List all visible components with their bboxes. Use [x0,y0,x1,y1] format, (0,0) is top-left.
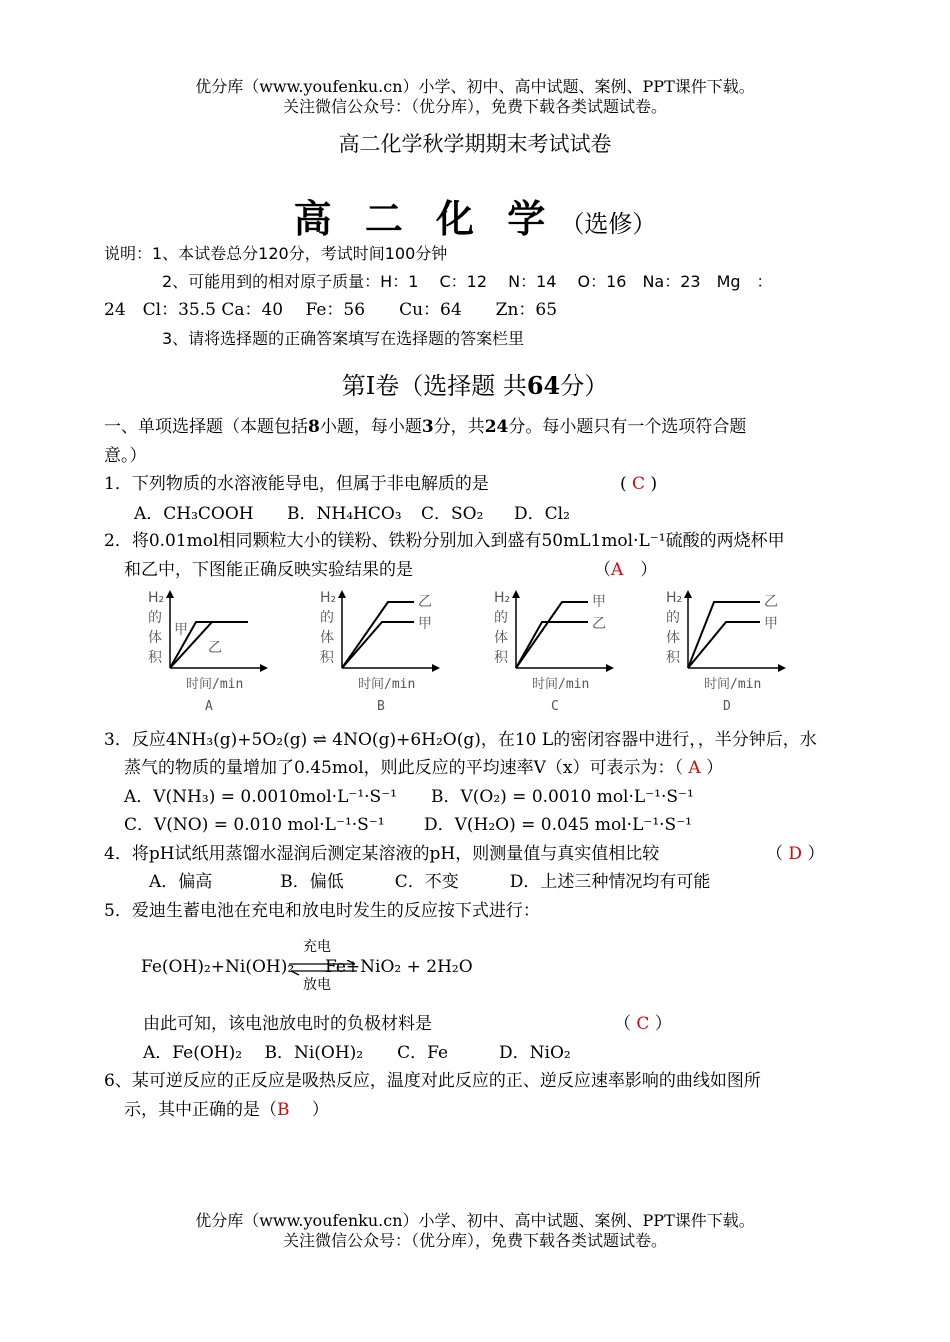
x-label: 时间/min [186,677,244,692]
graph-d [658,588,818,718]
y-label-h2: H₂ [494,590,511,606]
subject-sub: （选修） [560,210,657,238]
y-label-3: 体 [666,630,680,646]
q1-option-b: B．NH₄HCO₃ [287,504,402,524]
footer-line-1: 优分库（www.youfenku.cn）小学、初中、高中试题、案例、PPT课件下载。 [195,1211,755,1230]
label-jia: 甲 [592,594,606,610]
y-axis-arrow [338,590,346,598]
q4-options: A．偏高 B．偏低 C．不变 D．上述三种情况均有可能 [149,872,711,892]
label-yi: 乙 [764,594,778,610]
q3-options-cd: C．V(NO) = 0.010 mol·L⁻¹·S⁻¹ D．V(H₂O) = 0.045 mol·L⁻¹·S⁻¹ [124,815,692,835]
y-label-2: 的 [494,610,508,626]
caption-c: C [551,699,559,714]
q3-stem-1: 3．反应4NH₃(g)+5O₂(g) ⇌ 4NO(g)+6H₂O(g)，在10 L的密闭容器中进行，，半分钟后，水 [104,730,817,750]
q5-answer: （ C ） [614,1014,672,1034]
q4-answer: （ D ） [766,844,825,864]
caption-b: B [377,699,385,714]
y-label-2: 的 [666,610,680,626]
note-2b: 24 Cl：35.5 Ca：40 Fe：56 Cu：64 Zn：65 [104,300,558,320]
footer-line-2: 关注微信公众号：（优分库），免费下载各类试题试卷。 [282,1231,667,1250]
y-label-3: 体 [320,630,334,646]
q1-option-d: D．Cl₂ [514,504,570,524]
y-label-4: 积 [666,650,680,666]
part1-instructions-2: 意。） [104,446,147,466]
subject-title [0,188,950,243]
label-jia: 甲 [174,622,188,638]
part1-instructions: 一、单项选择题（本题包括8小题，每小题3分，共24分。每小题只有一个选项符合题 [104,417,747,437]
y-label-h2: H₂ [320,590,337,606]
y-label-3: 体 [148,630,162,646]
y-label-4: 积 [320,650,334,666]
label-yi: 乙 [592,616,606,632]
q2-stem-2: 和乙中，下图能正确反映实验结果的是 [124,560,413,580]
exam-title: 高二化学秋学期期末考试试卷 [338,132,612,156]
y-label-2: 的 [148,610,162,626]
q3-options-ab: A．V(NH₃) = 0.0010mol·L⁻¹·S⁻¹ B．V(O₂) = 0.0010 mol·L⁻¹·S⁻¹ [124,787,694,807]
label-discharge: 放电 [303,977,331,993]
y-label-4: 积 [494,650,508,666]
q5-options: A．Fe(OH)₂ B．Ni(OH)₂ C．Fe D．NiO₂ [143,1043,571,1063]
label-yi: 乙 [418,594,432,610]
q1-option-a: A．CH₃COOH [134,504,254,524]
q6-stem-1: 6、某可逆反应的正反应是吸热反应，温度对此反应的正、逆反应速率影响的曲线如图所 [104,1071,761,1091]
curve-jia [342,622,414,668]
q5-stem-2: 由此可知，该电池放电时的负极材料是 [143,1014,432,1034]
x-axis-arrow [432,664,440,672]
curve-yi [688,602,760,668]
section-heading: 第Ⅰ卷（选择题 共64分） [341,371,609,400]
graph-c [486,588,646,718]
q3-stem-2: 蒸气的物质的量增加了0.45mol，则此反应的平均速率V（x）可表示为：（ A ） [124,758,724,778]
label-yi: 乙 [208,640,222,656]
q1-answer: ( C ) [620,474,658,494]
x-axis-arrow [778,664,786,672]
q1-option-c: C．SO₂ [421,504,484,524]
header-line-1: 优分库（www.youfenku.cn）小学、初中、高中试题、案例、PPT课件下载。 [195,77,755,96]
q6-answer: B [277,1100,290,1120]
eq-right: Fe+NiO₂ + 2H₂O [325,957,473,977]
y-axis-arrow [512,590,520,598]
q4-stem: 4．将pH试纸用蒸馏水湿润后测定某溶液的pH，则测量值与真实值相比较 [104,844,660,864]
subject-main: 高 二 化 学 [293,197,556,241]
curve-yi [516,622,588,668]
label-jia: 甲 [418,616,432,632]
y-axis-arrow [166,590,174,598]
curve-yi [342,602,414,668]
y-label-2: 的 [320,610,334,626]
note-2: 2、可能用到的相对原子质量：H：1 C：12 N：14 O：16 Na：23 Mg ： [162,272,773,291]
x-axis-arrow [606,664,614,672]
caption-a: A [205,699,213,714]
graph-b [312,588,472,718]
eq-left: Fe(OH)₂+Ni(OH)₂ [141,957,295,977]
q2-stem-1: 2．将0.01mol相同颗粒大小的镁粉、铁粉分别加入到盛有50mL1mol·L⁻¹硫酸的两烧杯甲 [104,531,785,551]
q2-answer: （A ） [594,560,658,580]
x-axis-arrow [260,664,268,672]
note-1: 说明：1、本试卷总分120分，考试时间100分钟 [104,244,448,263]
q1-stem: 1．下列物质的水溶液能导电，但属于非电解质的是 [104,474,489,494]
curve-jia [688,622,760,668]
y-label-h2: H₂ [666,590,683,606]
label-jia: 甲 [764,616,778,632]
y-axis-arrow [684,590,692,598]
y-label-3: 体 [494,630,508,646]
q5-stem: 5．爱迪生蓄电池在充电和放电时发生的反应按下式进行： [104,901,540,921]
curve-jia [516,602,588,668]
caption-d: D [723,699,731,714]
x-label: 时间/min [358,677,416,692]
y-label-4: 积 [148,650,162,666]
x-label: 时间/min [532,677,590,692]
q3-answer: A [688,758,701,778]
q5-equation [141,936,501,996]
header-line-2: 关注微信公众号：（优分库），免费下载各类试题试卷。 [282,97,667,116]
label-charge: 充电 [303,939,331,955]
x-label: 时间/min [704,677,762,692]
q6-stem-2: 示，其中正确的是（B ） [124,1100,329,1120]
note-3: 3、请将选择题的正确答案填写在选择题的答案栏里 [162,329,525,348]
graph-a [140,588,300,718]
y-label-h2: H₂ [148,590,165,606]
